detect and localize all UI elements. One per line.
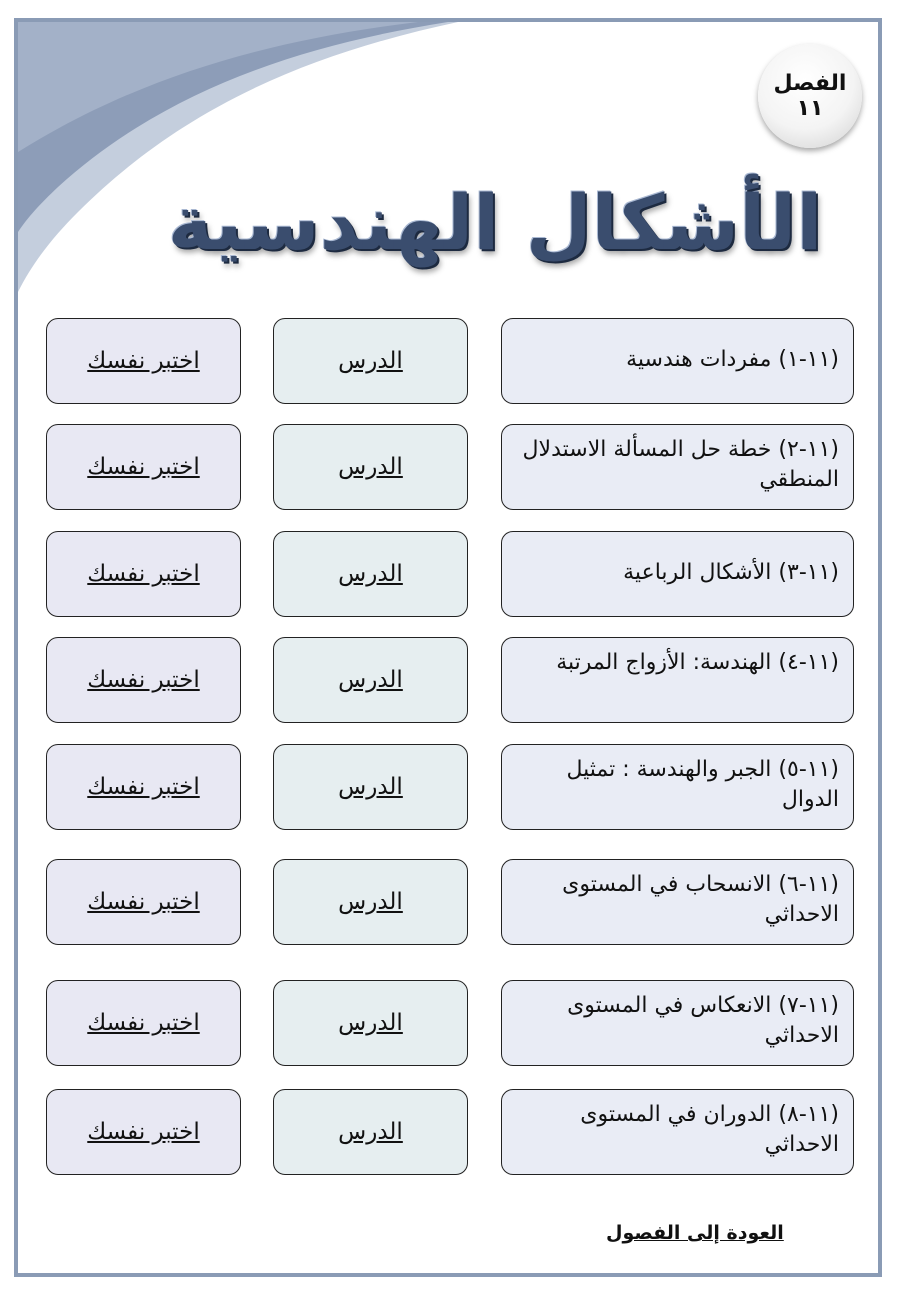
- page-title: الأشكال الهندسية: [167, 178, 823, 267]
- test-yourself-button[interactable]: اختبر نفسك: [46, 1089, 241, 1175]
- chapter-number: ١١: [796, 96, 824, 121]
- lesson-button[interactable]: الدرس: [273, 744, 468, 830]
- test-yourself-button[interactable]: اختبر نفسك: [46, 424, 241, 510]
- lesson-title-box: (١١-٣) الأشكال الرباعية: [501, 531, 854, 617]
- test-yourself-button[interactable]: اختبر نفسك: [46, 744, 241, 830]
- lesson-title-box: (١١-٢) خطة حل المسألة الاستدلال المنطقي: [501, 424, 854, 510]
- lesson-title-box: (١١-٦) الانسحاب في المستوى الاحداثي: [501, 859, 854, 945]
- test-yourself-button[interactable]: اختبر نفسك: [46, 980, 241, 1066]
- test-yourself-button[interactable]: اختبر نفسك: [46, 318, 241, 404]
- lesson-button[interactable]: الدرس: [273, 318, 468, 404]
- back-to-chapters-link[interactable]: العودة إلى الفصول: [606, 1222, 784, 1244]
- lesson-button[interactable]: الدرس: [273, 1089, 468, 1175]
- lesson-title-box: (١١-٧) الانعكاس في المستوى الاحداثي: [501, 980, 854, 1066]
- test-yourself-button[interactable]: اختبر نفسك: [46, 637, 241, 723]
- lesson-button[interactable]: الدرس: [273, 980, 468, 1066]
- test-yourself-button[interactable]: اختبر نفسك: [46, 531, 241, 617]
- lesson-button[interactable]: الدرس: [273, 424, 468, 510]
- lesson-title-box: (١١-٥) الجبر والهندسة : تمثيل الدوال: [501, 744, 854, 830]
- test-yourself-button[interactable]: اختبر نفسك: [46, 859, 241, 945]
- chapter-badge: [758, 44, 862, 148]
- lesson-title-box: (١١-٨) الدوران في المستوى الاحداثي: [501, 1089, 854, 1175]
- lesson-title-box: (١١-٤) الهندسة: الأزواج المرتبة: [501, 637, 854, 723]
- lesson-button[interactable]: الدرس: [273, 637, 468, 723]
- lesson-button[interactable]: الدرس: [273, 859, 468, 945]
- lesson-title-box: (١١-١) مفردات هندسية: [501, 318, 854, 404]
- lesson-button[interactable]: الدرس: [273, 531, 468, 617]
- chapter-label: الفصل: [773, 70, 847, 96]
